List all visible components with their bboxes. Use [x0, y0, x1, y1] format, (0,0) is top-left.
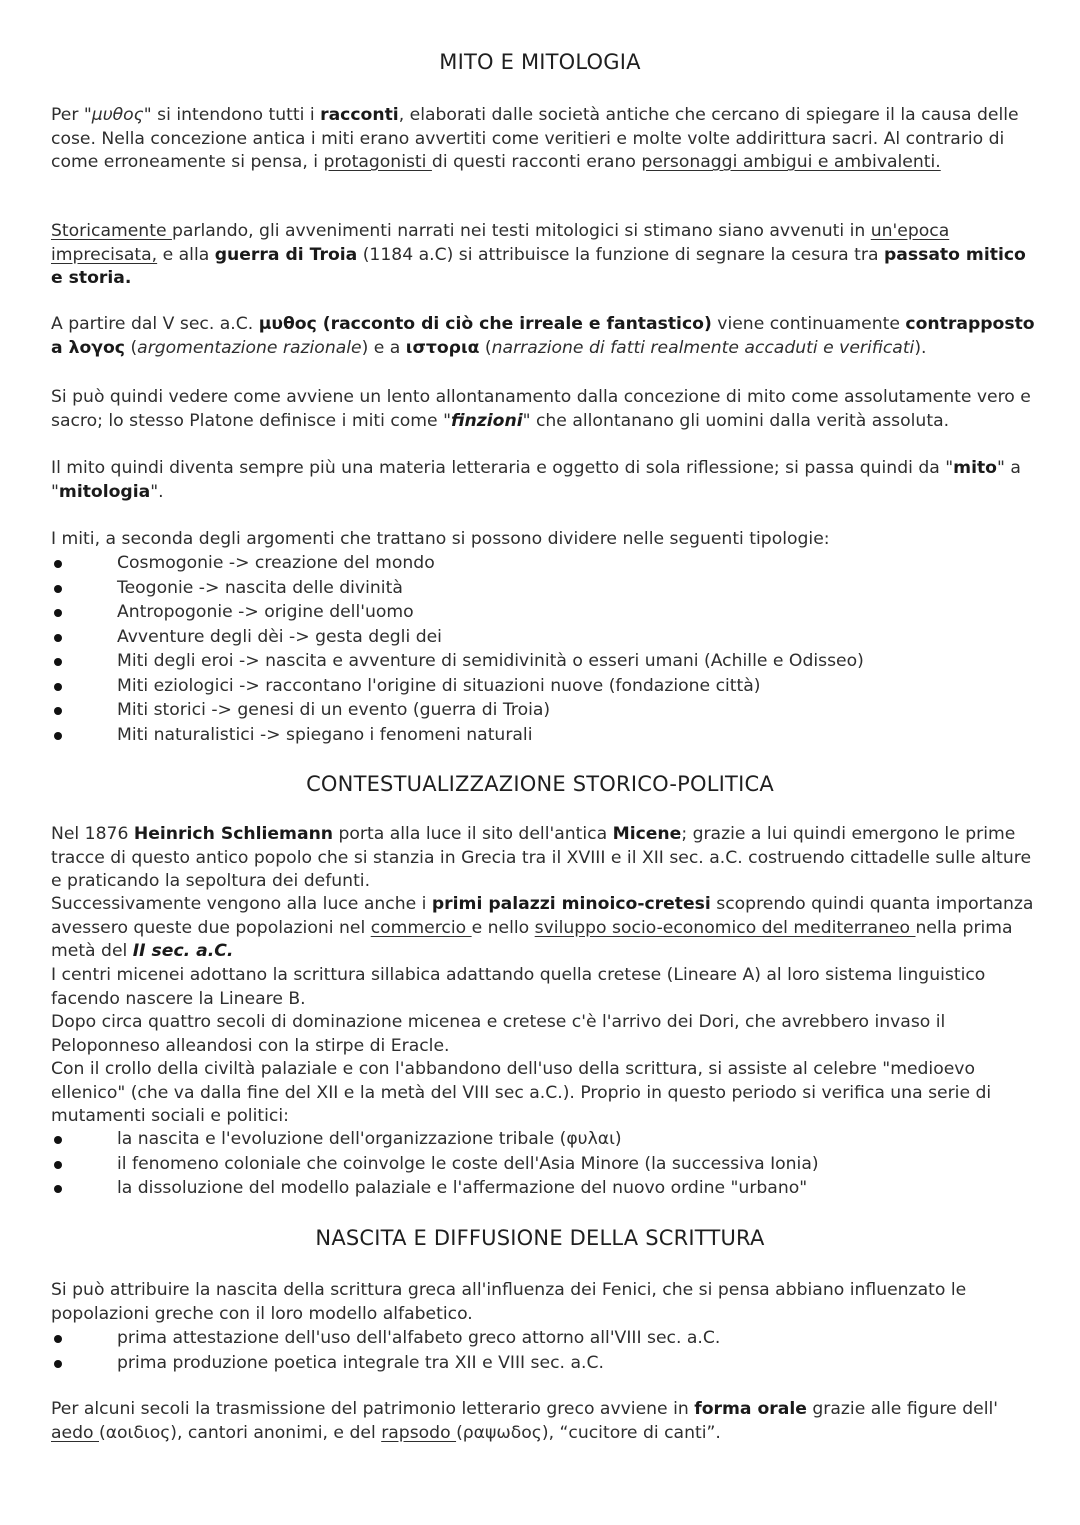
list-item: Miti naturalistici -> spiegano i fenomeni naturali — [51, 723, 1036, 748]
bullet-icon — [54, 1161, 62, 1169]
bullet-icon — [54, 707, 62, 715]
list-item: Miti storici -> genesi di un evento (guerra di Troia) — [51, 698, 1036, 723]
word-mythos: μυθος — [91, 105, 144, 125]
title-scrittura: NASCITA E DIFFUSIONE DELLA SCRITTURA — [315, 1226, 765, 1250]
list-item: Miti degli eroi -> nascita e avventure di semidivinità o esseri umani (Achille e Odisseo) — [51, 649, 1036, 674]
paragraph-medioevo: Con il crollo della civiltà palaziale e con l'abbandono dell'uso della scrittura, si assiste al celebre "medioevo ellenico" (che va dalla fine del XII e la metà del VIII sec a.C.). Proprio in questo periodo si verifica una serie di mutamenti sociali e politici: — [51, 1059, 992, 1126]
bullet-icon — [54, 634, 62, 642]
paragraph-mito-mitologia: Il mito quindi diventa sempre più una materia letteraria e oggetto di sola riflessione; si passa quindi da "mito" a "mitologia". — [51, 458, 1021, 502]
bullet-icon — [54, 732, 62, 740]
title-contestualizzazione: CONTESTUALIZZAZIONE STORICO-POLITICA — [306, 772, 774, 796]
list-mutamenti — [51, 1127, 1036, 1201]
paragraph-palazzi: Successivamente vengono alla luce anche i primi palazzi minoico-cretesi scoprendo quindi quanta importanza avessero queste due popolazioni nel commercio e nello sviluppo socio-economico del mediterraneo nella prima metà del II sec. a.C. — [51, 894, 1034, 961]
list-item: Antropogonie -> origine dell'uomo — [51, 600, 1036, 625]
bullet-icon — [54, 585, 62, 593]
bullet-icon — [54, 560, 62, 568]
paragraph-platone: Si può quindi vedere come avviene un lento allontanamento dalla concezione di mito come assolutamente vero e sacro; lo stesso Platone definisce i miti come "finzioni" che allontanano gli uomini dalla verità assoluta. — [51, 387, 1031, 431]
term-racconti: racconti — [320, 105, 399, 125]
bullet-icon — [54, 609, 62, 617]
paragraph-dori: Dopo circa quattro secoli di dominazione micenea e cretese c'è l'arrivo dei Dori, che avrebbero invaso il Peloponneso alleandosi con la stirpe di Eracle. — [51, 1012, 946, 1056]
paragraph-mythos-definition: Per "μυθος" si intendono tutti i racconti, elaborati dalle società antiche che cercano di spiegare il la causa delle cose. Nella concezione antica i miti erano avvertiti come veritieri e molte volte addirittura sacri. Al contrario di come erroneamente si pensa, i protagonisti di questi racconti erano personaggi ambigui e ambivalenti. — [51, 105, 1019, 172]
title-mito-e-mitologia: MITO E MITOLOGIA — [439, 50, 641, 74]
term-protagonisti: protagonisti — [323, 152, 432, 172]
bullet-icon — [54, 1136, 62, 1144]
bullet-icon — [54, 683, 62, 691]
bullet-icon — [54, 1335, 62, 1343]
list-item: prima produzione poetica integrale tra XII e VIII sec. a.C. — [51, 1351, 1036, 1376]
bullet-icon — [54, 1185, 62, 1193]
paragraph-mythos-logos: A partire dal V sec. a.C. μυθος (racconto di ciò che irreale e fantastico) viene continuamente contrapposto a λογος (argomentazione razionale) e a ιστορια (narrazione di fatti realmente accaduti e verificati). — [51, 314, 1035, 358]
paragraph-schliemann: Nel 1876 Heinrich Schliemann porta alla luce il sito dell'antica Micene; grazie a lui quindi emergono le prime tracce di questo antico popolo che si stanzia in Grecia tra il XVIII e il XII sec. a.C. costruendo cittadelle sulle alture e praticando la sepoltura dei defunti. — [51, 824, 1032, 891]
paragraph-fenici: Si può attribuire la nascita della scrittura greca all'influenza dei Fenici, che si pensa abbiano influenzato le popolazioni greche con il loro modello alfabetico. — [51, 1280, 967, 1324]
list-item: Teogonie -> nascita delle divinità — [51, 576, 1036, 601]
paragraph-historical: Storicamente parlando, gli avvenimenti narrati nei testi mitologici si stimano siano avvenuti in un'epoca imprecisata, e alla guerra di Troia (1184 a.C) si attribuisce la funzione di segnare la cesura tra passato mitico e storia. — [51, 221, 1026, 288]
list-item: la nascita e l'evoluzione dell'organizzazione tribale (φυλαι) — [51, 1127, 1036, 1152]
list-item: la dissoluzione del modello palaziale e l'affermazione del nuovo ordine "urbano" — [51, 1176, 1036, 1201]
list-item: Avventure degli dèi -> gesta degli dei — [51, 625, 1036, 650]
term-guerra-troia: guerra di Troia — [214, 244, 358, 265]
list-attestazioni — [51, 1326, 1036, 1375]
list-item: prima attestazione dell'uso dell'alfabeto greco attorno all'VIII sec. a.C. — [51, 1326, 1036, 1351]
paragraph-lineare: I centri micenei adottano la scrittura sillabica adattando quella cretese (Lineare A) al loro sistema linguistico facendo nascere la Lineare B. — [51, 965, 986, 1009]
paragraph-tipologie-intro: I miti, a seconda degli argomenti che trattano si possono dividere nelle seguenti tipologie: — [51, 529, 830, 549]
term-personaggi: personaggi ambigui e ambivalenti. — [641, 152, 941, 172]
bullet-icon — [54, 1360, 62, 1368]
list-item: Miti eziologici -> raccontano l'origine di situazioni nuove (fondazione città) — [51, 674, 1036, 699]
list-tipologie — [51, 551, 1036, 747]
bullet-icon — [54, 658, 62, 666]
list-item: il fenomeno coloniale che coinvolge le coste dell'Asia Minore (la successiva Ionia) — [51, 1152, 1036, 1177]
paragraph-oralita: Per alcuni secoli la trasmissione del patrimonio letterario greco avviene in forma orale grazie alle figure dell' aedo (αοιδιος), cantori anonimi, e del rapsodo (ραψωδος), “cucitore di canti”. — [51, 1399, 998, 1443]
list-item: Cosmogonie -> creazione del mondo — [51, 551, 1036, 576]
